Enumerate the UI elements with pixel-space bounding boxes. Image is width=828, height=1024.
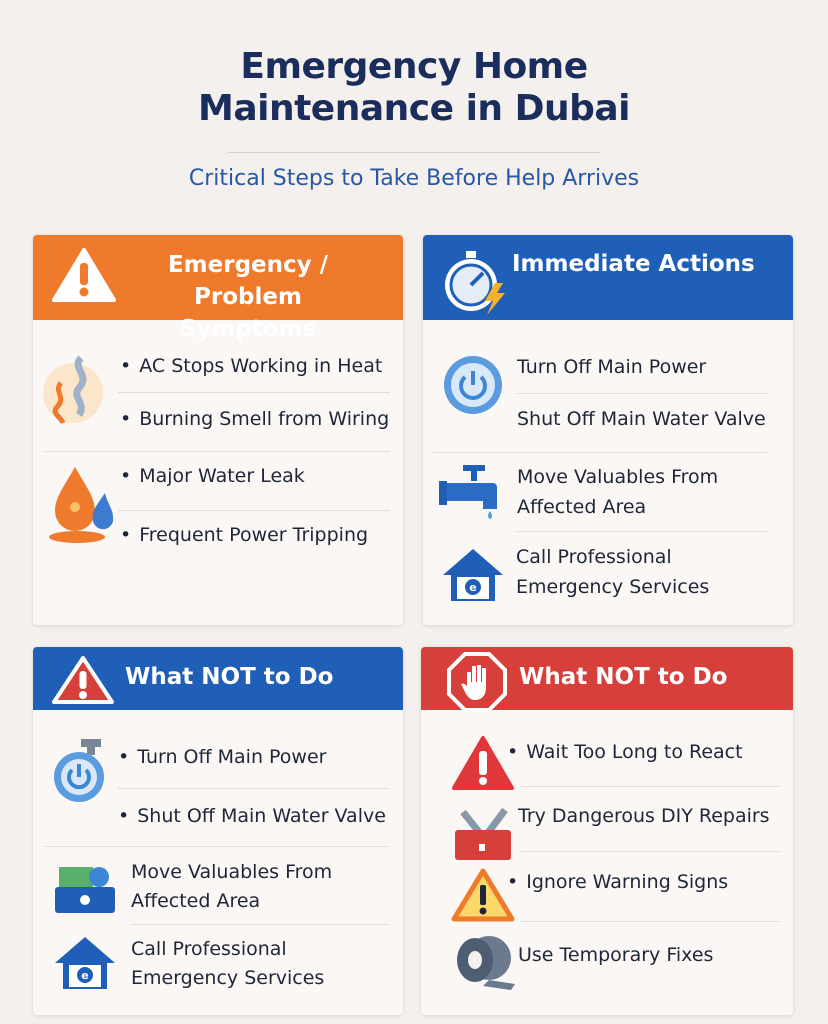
page-title [0, 46, 828, 130]
not-blue-header [33, 647, 403, 710]
not-item: Affected Area [131, 890, 261, 912]
not-item: Use Temporary Fixes [518, 944, 714, 966]
not-red-title: What NOT to Do [519, 664, 728, 690]
house-icon [441, 547, 505, 603]
not-item: • Shut Off Main Water Valve [118, 801, 386, 831]
divider [517, 531, 767, 532]
not-red-header [421, 647, 793, 710]
action-item: Affected Area [517, 496, 647, 518]
divider [521, 851, 779, 852]
valuables-box-icon [53, 863, 117, 915]
warning-triangle-icon [51, 655, 115, 705]
power-valve-icon [51, 737, 113, 803]
duct-tape-icon [453, 932, 517, 990]
action-item: Turn Off Main Power [517, 356, 707, 378]
symptoms-header [33, 235, 403, 342]
svg-text:e: e [469, 581, 477, 594]
symptom-item: • AC Stops Working in Heat [120, 351, 382, 381]
divider [118, 392, 390, 393]
divider [45, 846, 389, 847]
smoke-heat-icon [43, 353, 103, 428]
action-item: Emergency Services [516, 576, 710, 598]
not-item: Emergency Services [131, 967, 325, 989]
divider [433, 452, 767, 453]
symptom-item: • Burning Smell from Wiring [120, 404, 389, 434]
toolbox-icon [453, 804, 515, 862]
stop-hand-icon [447, 652, 507, 712]
actions-header [423, 235, 793, 320]
symptoms-title-2: Symptoms [179, 316, 317, 342]
divider [521, 921, 779, 922]
not-item: Move Valuables From [131, 861, 333, 883]
divider [517, 393, 767, 394]
action-item: Move Valuables From [517, 466, 719, 488]
divider [45, 451, 390, 452]
svg-text:e: e [81, 969, 89, 982]
house-icon [53, 935, 117, 991]
divider [131, 924, 389, 925]
not-item: • Wait Too Long to React [507, 737, 743, 767]
faucet-icon [439, 461, 507, 521]
not-item: Call Professional [131, 938, 287, 960]
actions-title: Immediate Actions [512, 251, 755, 277]
divider [118, 788, 389, 789]
symptom-item: • Major Water Leak [120, 461, 305, 491]
symptoms-title-1: Emergency / Problem [167, 252, 329, 310]
divider [521, 786, 779, 787]
title-line-2: Maintenance in Dubai [198, 88, 630, 129]
not-item: • Ignore Warning Signs [507, 867, 728, 897]
what-not-to-do-red-card [421, 647, 793, 1015]
power-icon [443, 355, 503, 415]
not-item: Try Dangerous DIY Repairs [518, 805, 770, 827]
symptom-item: • Frequent Power Tripping [120, 520, 368, 550]
what-not-to-do-blue-card [33, 647, 403, 1015]
not-blue-title: What NOT to Do [125, 664, 334, 690]
symptoms-card [33, 235, 403, 625]
water-leak-icon [47, 465, 117, 547]
danger-triangle-icon [451, 735, 515, 791]
action-item: Shut Off Main Water Valve [517, 408, 766, 430]
action-item: Call Professional [516, 546, 672, 568]
warning-triangle-icon [51, 247, 117, 303]
stopwatch-icon [439, 249, 509, 315]
not-item: • Turn Off Main Power [118, 742, 326, 772]
divider [118, 510, 390, 511]
immediate-actions-card [423, 235, 793, 625]
caution-triangle-icon [451, 867, 515, 923]
title-divider [228, 152, 600, 153]
title-line-1: Emergency Home [240, 46, 588, 87]
subtitle: Critical Steps to Take Before Help Arrives [188, 166, 640, 191]
